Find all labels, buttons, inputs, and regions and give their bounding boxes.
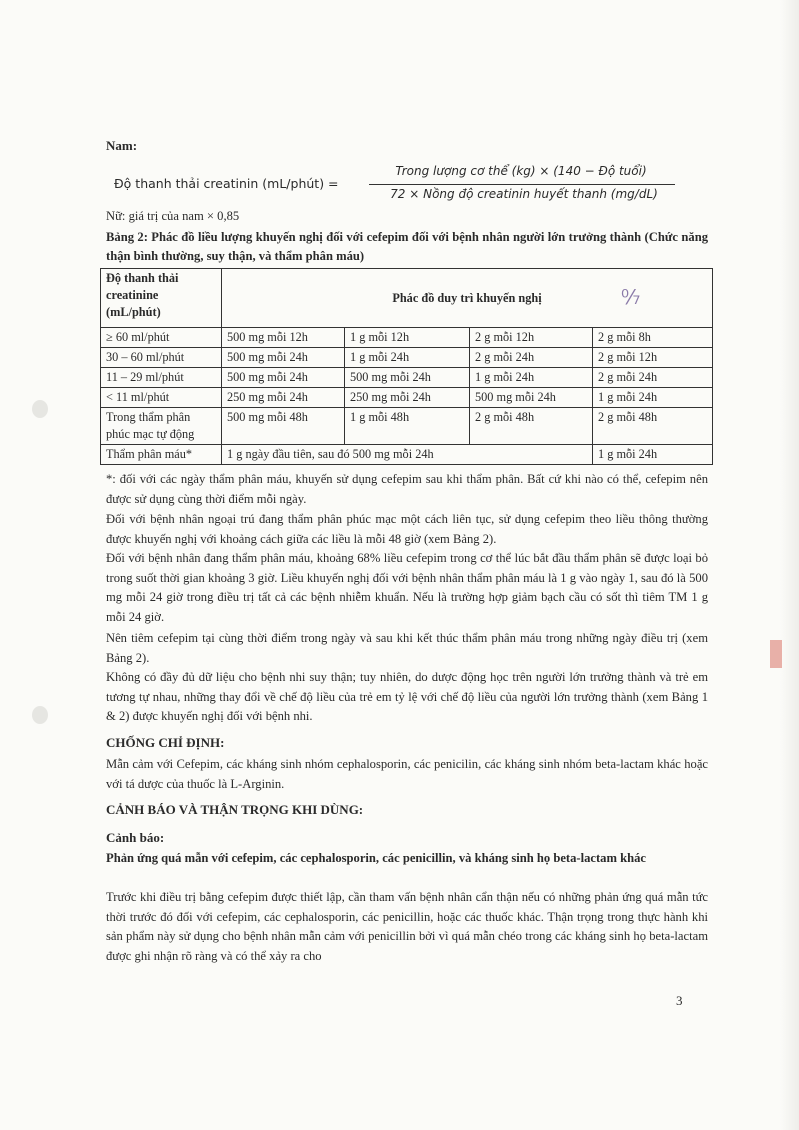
cell: 1 g mỗi 24h: [345, 348, 470, 368]
scan-edge-shadow: [780, 0, 799, 1130]
creatinine-formula: [106, 164, 716, 208]
heading-male: Nam:: [106, 138, 138, 153]
cell: 500 mg mỗi 12h: [222, 328, 345, 348]
paragraph: Không có đầy đủ dữ liệu cho bệnh nhi suy thận; tuy nhiên, do dược động học trên người lớn trưởng thành và trẻ em tương tự nhau, những thay đổi về chế độ liều của trẻ em tỷ lệ với chế độ liều của người lớn trưởng thành (xem Bảng 1 & 2) được khuyến nghị đối với bệnh nhi.: [106, 670, 708, 724]
cell: 1 g mỗi 24h: [470, 368, 593, 388]
cell: 1 g mỗi 48h: [345, 408, 470, 445]
formula-numerator: Trong lượng cơ thể (kg) × (140 − Độ tuổi): [395, 164, 647, 178]
cell: 2 g mỗi 48h: [593, 408, 713, 445]
handwritten-mark: ⁰⁄₇: [621, 285, 641, 309]
female-note: Nữ: giá trị của nam × 0,85: [106, 209, 240, 223]
hole-punch-mark: [32, 400, 48, 418]
formula-left: Độ thanh thải creatinin (mL/phút) =: [114, 176, 339, 191]
cell: 1 g mỗi 24h: [593, 388, 713, 408]
table-row: [101, 408, 713, 445]
heading-hypersensitivity: Phản ứng quá mẫn với cefepim, các cephalosporin, các penicillin, và kháng sinh họ beta-lactam khác: [106, 851, 647, 865]
table-row: [101, 388, 713, 408]
hole-punch-mark: [32, 706, 48, 724]
cell: 500 mg mỗi 48h: [222, 408, 345, 445]
paragraph: Mẫn cảm với Cefepim, các kháng sinh nhóm cephalosporin, các penicilin, các kháng sinh nhóm beta-lactam khác hoặc với tá dược của thuốc là L-Arginin.: [106, 757, 708, 791]
cell: 500 mg mỗi 24h: [222, 348, 345, 368]
cell: 250 mg mỗi 24h: [222, 388, 345, 408]
row-label: 11 – 29 ml/phút: [101, 368, 222, 388]
paragraph-footnote: *: đối với các ngày thẩm phân máu, khuyến sử dụng cefepim sau khi thẩm phân. Bất cứ khi nào có thể, cefepim nên được sử dụng cùng thời điểm mỗi ngày.: [106, 472, 708, 506]
cell: 2 g mỗi 48h: [470, 408, 593, 445]
paragraph: Trước khi điều trị bằng cefepim được thiết lập, cần tham vấn bệnh nhân cẩn thận nếu có những phản ứng quá mẫn tức thời trước đó đối với cefepim, các cephalosporin, các penicillin, hoặc các thuốc khác. Thận trọng trong thực hành khi sản phẩm này sử dụng cho bệnh nhân mẫn cảm với penicillin bởi vì quá mẫn chéo trong các kháng sinh họ beta-lactam được ghi nhận rõ ràng và có thể xảy ra cho: [106, 890, 708, 963]
heading-warnings: CẢNH BÁO VÀ THẬN TRỌNG KHI DÙNG:: [106, 802, 364, 817]
formula-fraction-bar: [369, 184, 675, 185]
row-label: Trong thẩm phân phúc mạc tự động: [101, 408, 222, 445]
header-regimen: Phác đồ duy trì khuyến nghị: [222, 269, 713, 328]
table-header-row: [101, 269, 713, 328]
paragraph: Đối với bệnh nhân ngoại trú đang thẩm phân phúc mạc một cách liên tục, sử dụng cefepim theo liều thông thường được khuyến nghị với khoảng cách giữa các liều là mỗi 48 giờ (xem Bảng 2).: [106, 512, 708, 546]
cell-merged: 1 g ngày đầu tiên, sau đó 500 mg mỗi 24h: [222, 445, 593, 465]
cell: 2 g mỗi 8h: [593, 328, 713, 348]
cell: 2 g mỗi 12h: [470, 328, 593, 348]
table-row: [101, 348, 713, 368]
cell: 500 mg mỗi 24h: [345, 368, 470, 388]
table-row: [101, 328, 713, 348]
row-label: Thẩm phân máu*: [101, 445, 222, 465]
red-stamp-fragment: [770, 640, 782, 668]
cell: 250 mg mỗi 24h: [345, 388, 470, 408]
table-caption: Bảng 2: Phác đồ liều lượng khuyến nghị đối với cefepim đối với bệnh nhân người lớn trưởng thành (Chức năng thận bình thường, suy thận, và thẩm phân máu): [106, 230, 708, 263]
cell: 1 g mỗi 12h: [345, 328, 470, 348]
cell: 2 g mỗi 24h: [593, 368, 713, 388]
header-clearance: Độ thanh thải creatinine (mL/phút): [101, 269, 222, 328]
formula-denominator: 72 × Nồng độ creatinin huyết thanh (mg/dL): [390, 187, 658, 201]
table-row: [101, 368, 713, 388]
dosage-table: [100, 268, 713, 465]
heading-contraindications: CHỐNG CHỈ ĐỊNH:: [106, 735, 225, 750]
row-label: < 11 ml/phút: [101, 388, 222, 408]
page-number: 3: [676, 993, 683, 1008]
heading-warning-sub: Cảnh báo:: [106, 830, 165, 845]
paragraph: Đối với bệnh nhân đang thẩm phân máu, khoảng 68% liều cefepim trong cơ thể lúc bắt đầu thẩm phân sẽ được loại bỏ trong suốt thời gian khoảng 3 giờ. Liều khuyến nghị đối với bệnh nhân thẩm phân máu là 1 g vào ngày 1, sau đó là 500 mg mỗi 24 giờ trong điều trị tất cả các bệnh nhiễm khuẩn. Nếu là trường hợp giảm bạch cầu có sốt thì tiêm TM 1 g mỗi 24 giờ.: [106, 551, 708, 624]
row-label: ≥ 60 ml/phút: [101, 328, 222, 348]
cell: 500 mg mỗi 24h: [470, 388, 593, 408]
cell: 2 g mỗi 12h: [593, 348, 713, 368]
cell: 2 g mỗi 24h: [470, 348, 593, 368]
cell: 500 mg mỗi 24h: [222, 368, 345, 388]
cell: 1 g mỗi 24h: [593, 445, 713, 465]
paragraph: Nên tiêm cefepim tại cùng thời điểm trong ngày và sau khi kết thúc thẩm phân máu trong những ngày điều trị (xem Bảng 2).: [106, 631, 708, 665]
row-label: 30 – 60 ml/phút: [101, 348, 222, 368]
table-row: [101, 445, 713, 465]
